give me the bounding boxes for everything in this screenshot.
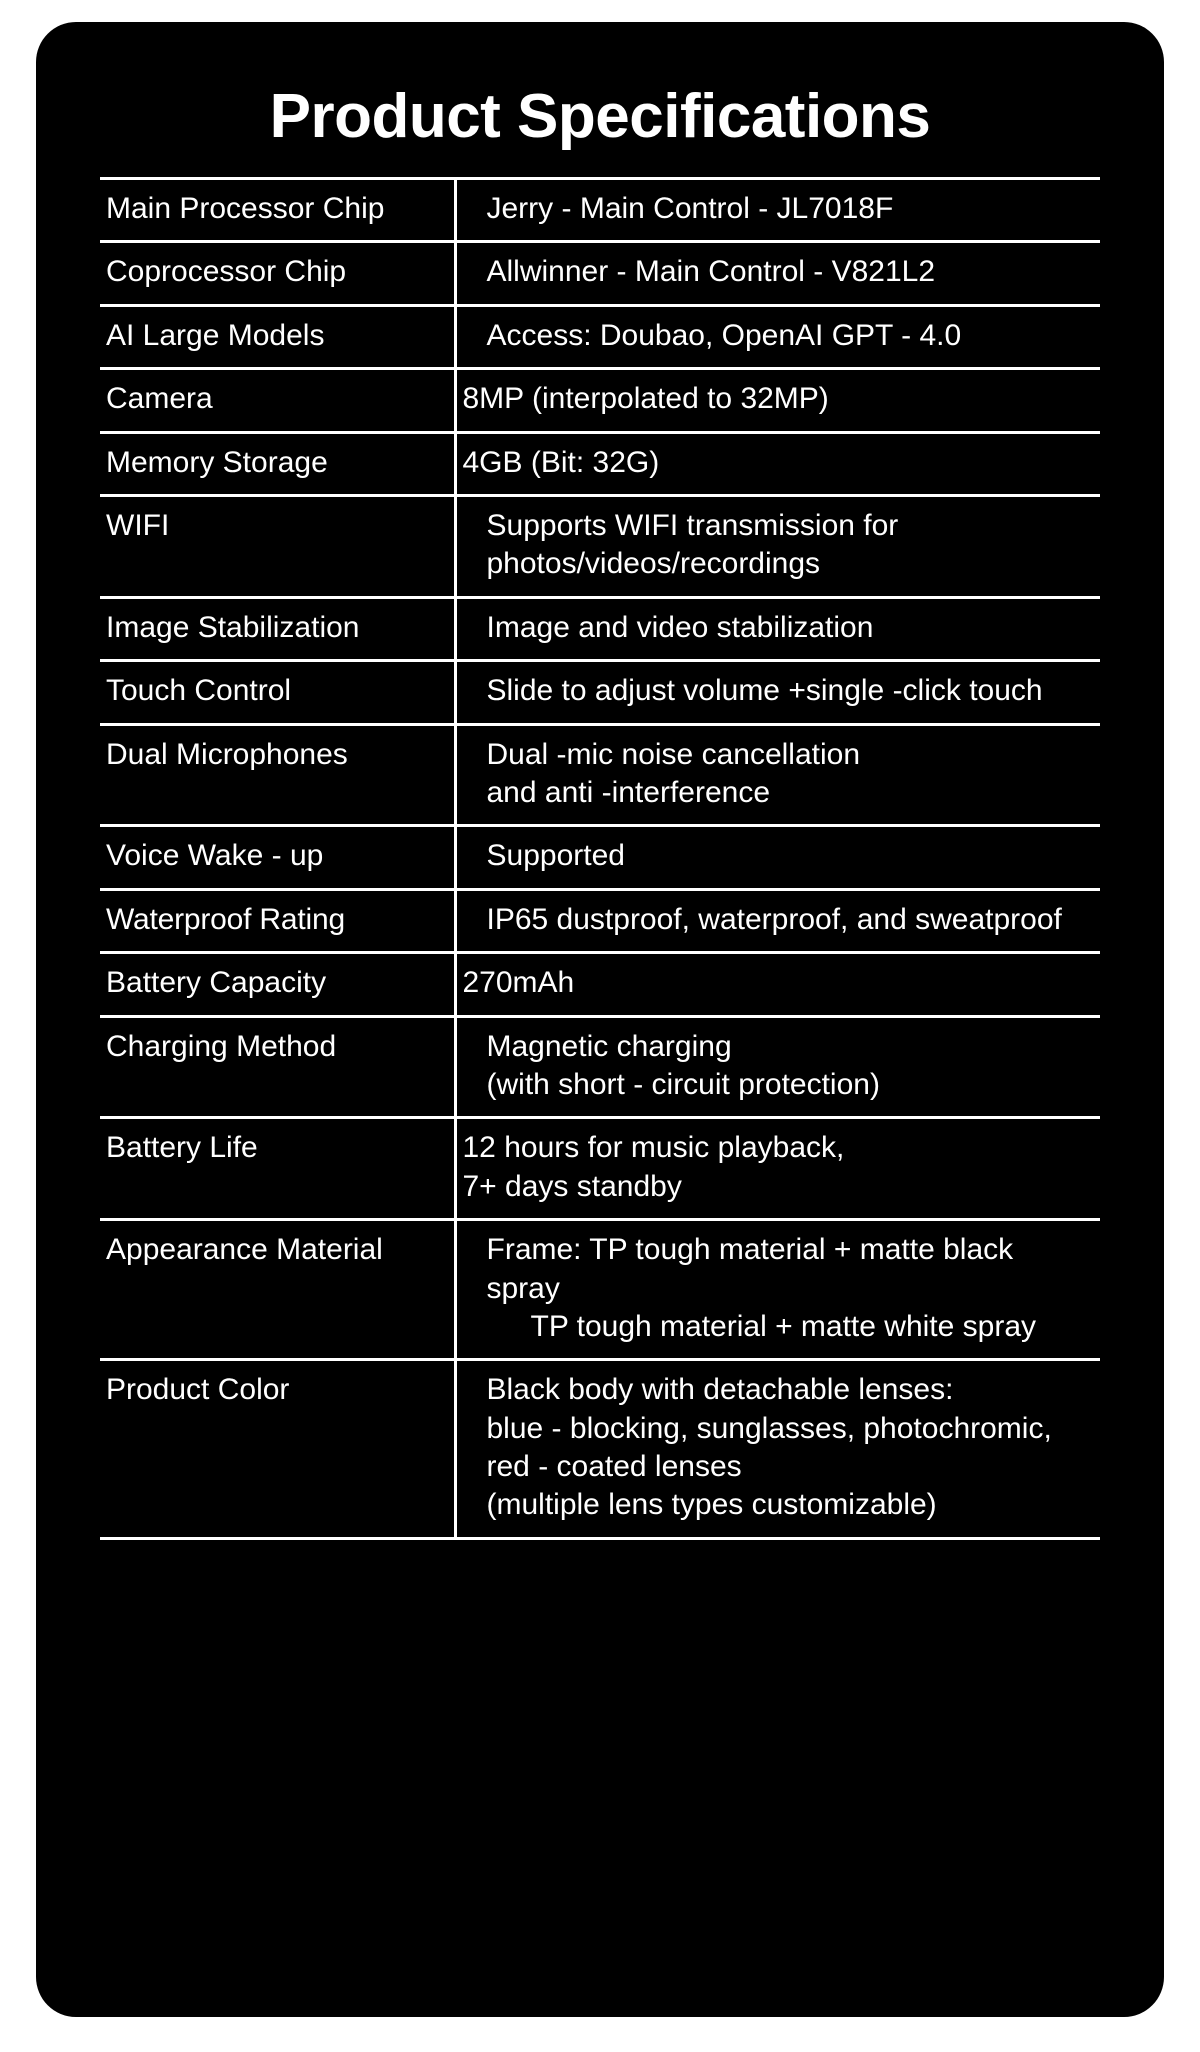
- spec-value-line: (multiple lens types customizable): [486, 1488, 937, 1522]
- spec-key: Battery Life: [100, 1118, 455, 1220]
- spec-value-line: red - coated lenses: [486, 1450, 742, 1484]
- spec-key: Dual Microphones: [100, 724, 455, 826]
- spec-value-line: Supports WIFI transmission for: [486, 509, 899, 543]
- specifications-table-body: [100, 179, 1100, 1539]
- spec-value-line: (with short - circuit protection): [486, 1067, 880, 1101]
- table-row: [100, 1220, 1100, 1360]
- spec-key: Product Color: [100, 1360, 455, 1539]
- table-row: [100, 661, 1100, 724]
- spec-key: Battery Capacity: [100, 953, 455, 1016]
- table-row: [100, 305, 1100, 368]
- spec-value-line: 12 hours for music playback,: [462, 1131, 845, 1165]
- spec-value: [455, 369, 1100, 432]
- spec-value: [455, 1220, 1100, 1360]
- table-row: [100, 1118, 1100, 1220]
- spec-key: Main Processor Chip: [100, 179, 455, 242]
- spec-value-line: Frame: TP tough material + matte black spray: [486, 1233, 1014, 1305]
- spec-value: [455, 953, 1100, 1016]
- table-row: [100, 432, 1100, 495]
- spec-value: [455, 597, 1100, 660]
- spec-value-line: and anti -interference: [486, 776, 771, 809]
- spec-value: [455, 179, 1100, 242]
- spec-value: [455, 242, 1100, 305]
- spec-value-line: IP65 dustproof, waterproof, and sweatproof: [486, 902, 1062, 936]
- specifications-table: [100, 177, 1100, 1540]
- spec-value: [455, 432, 1100, 495]
- spec-key: Memory Storage: [100, 432, 455, 495]
- table-row: [100, 826, 1100, 889]
- spec-value-line: Black body with detachable lenses:: [486, 1373, 954, 1407]
- spec-value-line: Slide to adjust volume +single -click touch: [486, 674, 1043, 708]
- table-row: [100, 242, 1100, 305]
- table-row: [100, 1016, 1100, 1118]
- spec-value-line: 7+ days standby: [462, 1169, 682, 1203]
- spec-key: Coprocessor Chip: [100, 242, 455, 305]
- table-row: [100, 953, 1100, 1016]
- table-row: [100, 724, 1100, 826]
- page-title: Product Specifications: [269, 82, 931, 151]
- spec-value-line: 4GB (Bit: 32G): [462, 445, 660, 479]
- spec-key: Voice Wake - up: [100, 826, 455, 889]
- spec-value-line: 8MP (interpolated to 32MP): [462, 382, 829, 416]
- spec-value-line: Image and video stabilization: [486, 610, 874, 644]
- table-row: [100, 369, 1100, 432]
- spec-value-line: Supported: [486, 839, 625, 873]
- spec-value-line: Dual -mic noise cancellation: [486, 737, 861, 771]
- spec-key: Camera: [100, 369, 455, 432]
- spec-value-line: 270mAh: [462, 966, 575, 1000]
- spec-key: Appearance Material: [100, 1220, 455, 1360]
- spec-value-line: Allwinner - Main Control - V821L2: [486, 255, 936, 289]
- spec-value: [455, 661, 1100, 724]
- specifications-card: [36, 22, 1164, 2017]
- spec-value: [455, 1016, 1100, 1118]
- spec-key: Image Stabilization: [100, 597, 455, 660]
- spec-value-line: blue - blocking, sunglasses, photochromic,: [486, 1411, 1052, 1445]
- spec-key: Charging Method: [100, 1016, 455, 1118]
- spec-value-line: Access: Doubao, OpenAI GPT - 4.0: [486, 318, 962, 352]
- spec-value-line: Jerry - Main Control - JL7018F: [486, 192, 894, 226]
- spec-value: [455, 889, 1100, 952]
- spec-value-line: Magnetic charging: [486, 1029, 732, 1063]
- spec-value-line: TP tough material + matte white spray: [530, 1309, 1037, 1343]
- spec-value-line: photos/videos/recordings: [486, 547, 821, 581]
- spec-key: Waterproof Rating: [100, 889, 455, 952]
- table-row: [100, 597, 1100, 660]
- spec-key: WIFI: [100, 496, 455, 598]
- spec-value: [455, 1360, 1100, 1539]
- spec-value: [455, 1118, 1100, 1220]
- spec-value: [455, 724, 1100, 826]
- table-row: [100, 179, 1100, 242]
- spec-value: [455, 496, 1100, 598]
- spec-value: [455, 305, 1100, 368]
- spec-key: Touch Control: [100, 661, 455, 724]
- table-row: [100, 496, 1100, 598]
- spec-key: AI Large Models: [100, 305, 455, 368]
- spec-value: [455, 826, 1100, 889]
- table-row: [100, 1360, 1100, 1539]
- table-row: [100, 889, 1100, 952]
